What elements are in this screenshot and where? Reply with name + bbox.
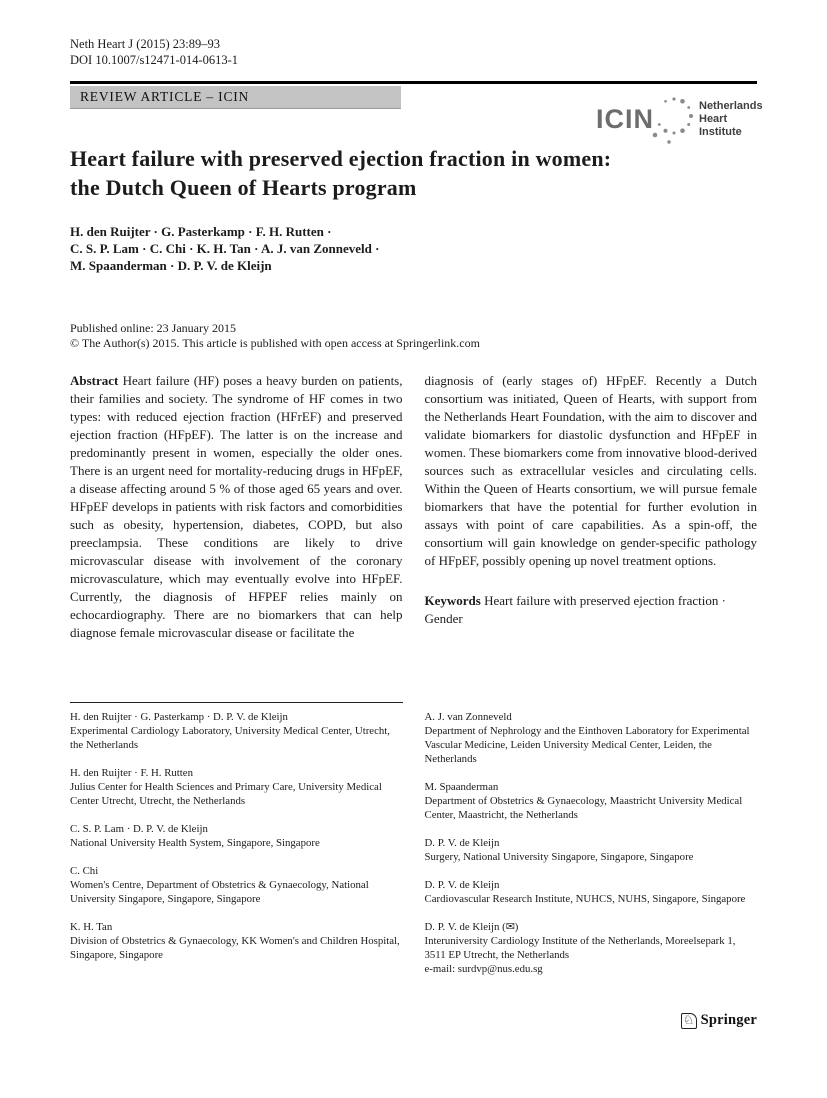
journal-reference bbox=[70, 36, 238, 68]
affiliation-text: Experimental Cardiology Laboratory, University Medical Center, Utrecht, the Netherlands bbox=[70, 725, 390, 751]
authors-line-1: H. den Ruijter · G. Pasterkamp · F. H. Rutten · bbox=[70, 224, 332, 239]
affiliation-authors: K. H. Tan bbox=[70, 921, 113, 933]
corresponding-email: e-mail: surdvp@nus.edu.sg bbox=[424, 963, 543, 975]
journal-citation: Neth Heart J (2015) 23:89–93 bbox=[70, 37, 220, 51]
abstract-text-right: diagnosis of (early stages of) HFpEF. Recently a Dutch consortium was initiated, Queen of Hearts, with support from the Netherlands Heart Foundation, with the aim to discover and validate biomarkers for diastolic dysfunction and HFpEF in women. These biomarkers come from innovative blood-derived sources such as extracellular vesicles and circulating cells. Within the Queen of Hearts consortium, we will pursue female biomarkers that have the potential for further evolution in assays with point of care capabilities. As a spin-off, the consortium will gain knowledge on gender-specific pathology of HFpEF, possibly opening up novel treatment options. bbox=[424, 373, 757, 568]
abstract-section bbox=[70, 372, 757, 642]
affiliation-text: Interuniversity Cardiology Institute of the Netherlands, Moreelsepark 1, 3511 EP Utrecht, the Netherlands bbox=[424, 935, 736, 961]
keywords-block bbox=[425, 592, 758, 628]
affiliation-entry bbox=[425, 710, 758, 766]
affiliations-section bbox=[70, 702, 757, 990]
affiliation-entry-corresponding bbox=[425, 920, 758, 976]
icin-institute-name: Netherlands Heart Institute bbox=[699, 99, 763, 138]
title-line-1: Heart failure with preserved ejection fraction in women: bbox=[70, 146, 612, 171]
abstract-text-left: Heart failure (HF) poses a heavy burden on patients, their families and society. The syndrome of HF comes in two types: with reduced ejection fraction (HFrEF) and preserved ejection fraction (HFpEF). The latter is on the increase and predominantly present in women, especially the older ones. There is an urgent need for mortality-reducing drugs in HFpEF, a disease affecting around 5 % of those aged 65 years and over. HFpEF develops in patients with risk factors and comorbidities such as obesity, hypertension, diabetes, COPD, but also preeclampsia. These conditions are likely to drive microvascular disease with involvement of the coronary microvasculature, which may eventually evolve into HFpEF. Currently, the diagnosis of HFPEF relies mainly on echocardiography. There are no biomarkers that can help diagnose female microvascular disease or facilitate the bbox=[70, 373, 403, 640]
affiliation-text: Julius Center for Health Sciences and Primary Care, University Medical Center Utrecht, Utrecht, the Netherlands bbox=[70, 781, 382, 807]
affiliation-text: Women's Centre, Department of Obstetrics & Gynaecology, National University Singapore, Singapore, Singapore bbox=[70, 879, 369, 905]
affiliation-entry bbox=[425, 878, 758, 906]
affiliation-entry bbox=[425, 780, 758, 822]
header-rule bbox=[70, 81, 757, 84]
authors-line-3: M. Spaanderman · D. P. V. de Kleijn bbox=[70, 258, 272, 273]
affiliation-authors: A. J. van Zonneveld bbox=[424, 711, 512, 723]
affiliation-text: Department of Nephrology and the Einthoven Laboratory for Experimental Vascular Medicine, Leiden University Medical Center, Leiden, the Netherlands bbox=[424, 725, 750, 765]
icin-logo bbox=[596, 92, 761, 146]
affiliation-text: Surgery, National University Singapore, Singapore, Singapore bbox=[424, 851, 694, 863]
abstract-column-left bbox=[70, 372, 403, 642]
doi: DOI 10.1007/s12471-014-0613-1 bbox=[70, 53, 239, 67]
article-title bbox=[70, 144, 757, 202]
affiliation-authors: C. Chi bbox=[70, 865, 99, 877]
abstract-label: Abstract bbox=[70, 373, 119, 388]
affiliation-entry bbox=[425, 836, 758, 864]
springer-logo bbox=[681, 1012, 757, 1029]
affiliation-text: Division of Obstetrics & Gynaecology, KK Women's and Children Hospital, Singapore, Singapore bbox=[70, 935, 400, 961]
publication-info bbox=[70, 321, 757, 350]
icin-dots-icon bbox=[650, 92, 696, 146]
affiliation-entry bbox=[70, 864, 403, 906]
published-online: Published online: 23 January 2015 bbox=[70, 321, 236, 335]
affiliation-authors: H. den Ruijter · G. Pasterkamp · D. P. V. de Kleijn bbox=[70, 711, 288, 723]
title-line-2: the Dutch Queen of Hearts program bbox=[70, 175, 417, 200]
affiliation-authors: H. den Ruijter · F. H. Rutten bbox=[70, 767, 193, 779]
keywords-text: Heart failure with preserved ejection fraction · Gender bbox=[424, 593, 726, 626]
abstract-column-right bbox=[425, 372, 758, 642]
author-list bbox=[70, 223, 757, 274]
affiliation-entry bbox=[70, 766, 403, 808]
affiliation-text: Cardiovascular Research Institute, NUHCS, NUHS, Singapore, Singapore bbox=[424, 893, 746, 905]
affiliation-authors: D. P. V. de Kleijn bbox=[424, 879, 500, 891]
icin-logo-text: ICIN bbox=[596, 103, 654, 134]
affiliation-text: Department of Obstetrics & Gynaecology, Maastricht University Medical Center, Maastricht, the Netherlands bbox=[424, 795, 743, 821]
affiliations-column-left bbox=[70, 702, 403, 990]
authors-line-2: C. S. P. Lam · C. Chi · K. H. Tan · A. J. van Zonneveld · bbox=[70, 241, 380, 256]
affiliation-entry bbox=[70, 822, 403, 850]
affiliation-authors: D. P. V. de Kleijn (✉) bbox=[424, 921, 519, 933]
springer-logo-text: Springer bbox=[700, 1012, 757, 1028]
copyright-notice: © The Author(s) 2015. This article is published with open access at Springerlink.com bbox=[70, 335, 480, 350]
envelope-icon: (✉) bbox=[502, 921, 519, 933]
affiliation-authors: C. S. P. Lam · D. P. V. de Kleijn bbox=[70, 823, 208, 835]
affiliation-entry bbox=[70, 710, 403, 752]
affiliation-text: National University Health System, Singapore, Singapore bbox=[70, 837, 320, 849]
article-type-banner: REVIEW ARTICLE – ICIN bbox=[70, 86, 401, 109]
springer-knight-icon: ♘ bbox=[682, 1012, 695, 1028]
keywords-label: Keywords bbox=[424, 593, 481, 608]
affiliations-column-right bbox=[425, 702, 758, 990]
affiliation-authors: M. Spaanderman bbox=[424, 781, 499, 793]
affiliation-entry bbox=[70, 920, 403, 962]
affiliation-authors: D. P. V. de Kleijn bbox=[424, 837, 500, 849]
